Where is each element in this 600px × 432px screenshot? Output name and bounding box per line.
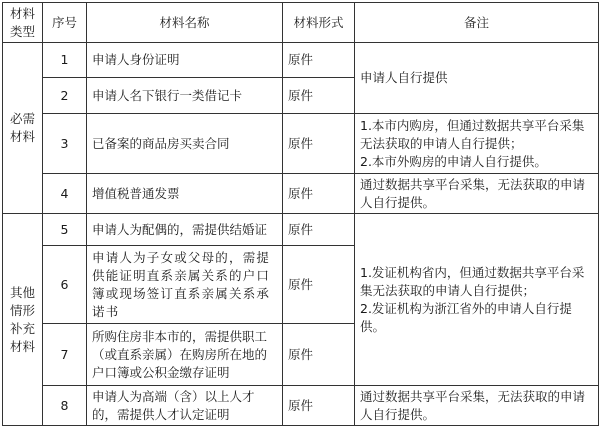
header-note: 备注 — [355, 3, 599, 43]
table-row — [3, 174, 599, 214]
table-row — [3, 43, 599, 78]
row-no: 4 — [43, 174, 87, 214]
row-form: 原件 — [283, 246, 355, 324]
row-no: 7 — [43, 324, 87, 386]
header-type: 材料类型 — [3, 3, 43, 43]
group-type-supplementary: 其他情形补充材料 — [3, 214, 43, 426]
row-name: 申请人名下银行一类借记卡 — [87, 78, 283, 114]
row-name: 申请人身份证明 — [87, 43, 283, 78]
note-line: 1.本市内购房，但通过数据共享平台采集无法获取的申请人自行提供； — [360, 117, 585, 151]
header-row — [3, 3, 599, 43]
note-line: 2.本市外购房的申请人自行提供。 — [360, 153, 547, 169]
row-no: 5 — [43, 214, 87, 246]
note-cell — [355, 114, 599, 174]
row-form: 原件 — [283, 78, 355, 114]
row-form: 原件 — [283, 174, 355, 214]
note-cell — [355, 214, 599, 386]
row-form: 原件 — [283, 114, 355, 174]
note-cell: 通过数据共享平台采集，无法获取的申请人自行提供。 — [355, 386, 599, 426]
note-line: 2.发证机构为浙江省外的申请人自行提供。 — [360, 300, 572, 334]
row-name: 所购住房非本市的，需提供职工（或直系亲属）在购房所在地的户口簿或公积金缴存证明 — [87, 324, 283, 386]
row-no: 2 — [43, 78, 87, 114]
header-name: 材料名称 — [87, 3, 283, 43]
header-no: 序号 — [43, 3, 87, 43]
row-no: 8 — [43, 386, 87, 426]
row-name: 申请人为配偶的，需提供结婚证 — [87, 214, 283, 246]
note-cell: 通过数据共享平台采集，无法获取的申请人自行提供。 — [355, 174, 599, 214]
materials-table — [2, 2, 599, 426]
table-row — [3, 114, 599, 174]
table-row — [3, 386, 599, 426]
row-no: 6 — [43, 246, 87, 324]
group-type-required: 必需材料 — [3, 43, 43, 214]
row-form: 原件 — [283, 386, 355, 426]
note-cell: 申请人自行提供 — [355, 43, 599, 114]
row-name: 已备案的商品房买卖合同 — [87, 114, 283, 174]
row-no: 1 — [43, 43, 87, 78]
row-name: 增值税普通发票 — [87, 174, 283, 214]
header-form: 材料形式 — [283, 3, 355, 43]
row-name: 申请人为子女或父母的，需提供能证明直系亲属关系的户口簿或现场签订直系亲属关系承诺书 — [87, 246, 283, 324]
note-line: 1.发证机构省内，但通过数据共享平台采集无法获取的申请人自行提供； — [360, 264, 585, 298]
row-no: 3 — [43, 114, 87, 174]
row-name: 申请人为高端（含）以上人才的，需提供人才认定证明 — [87, 386, 283, 426]
row-form: 原件 — [283, 43, 355, 78]
table-row — [3, 214, 599, 246]
row-form: 原件 — [283, 214, 355, 246]
row-form: 原件 — [283, 324, 355, 386]
